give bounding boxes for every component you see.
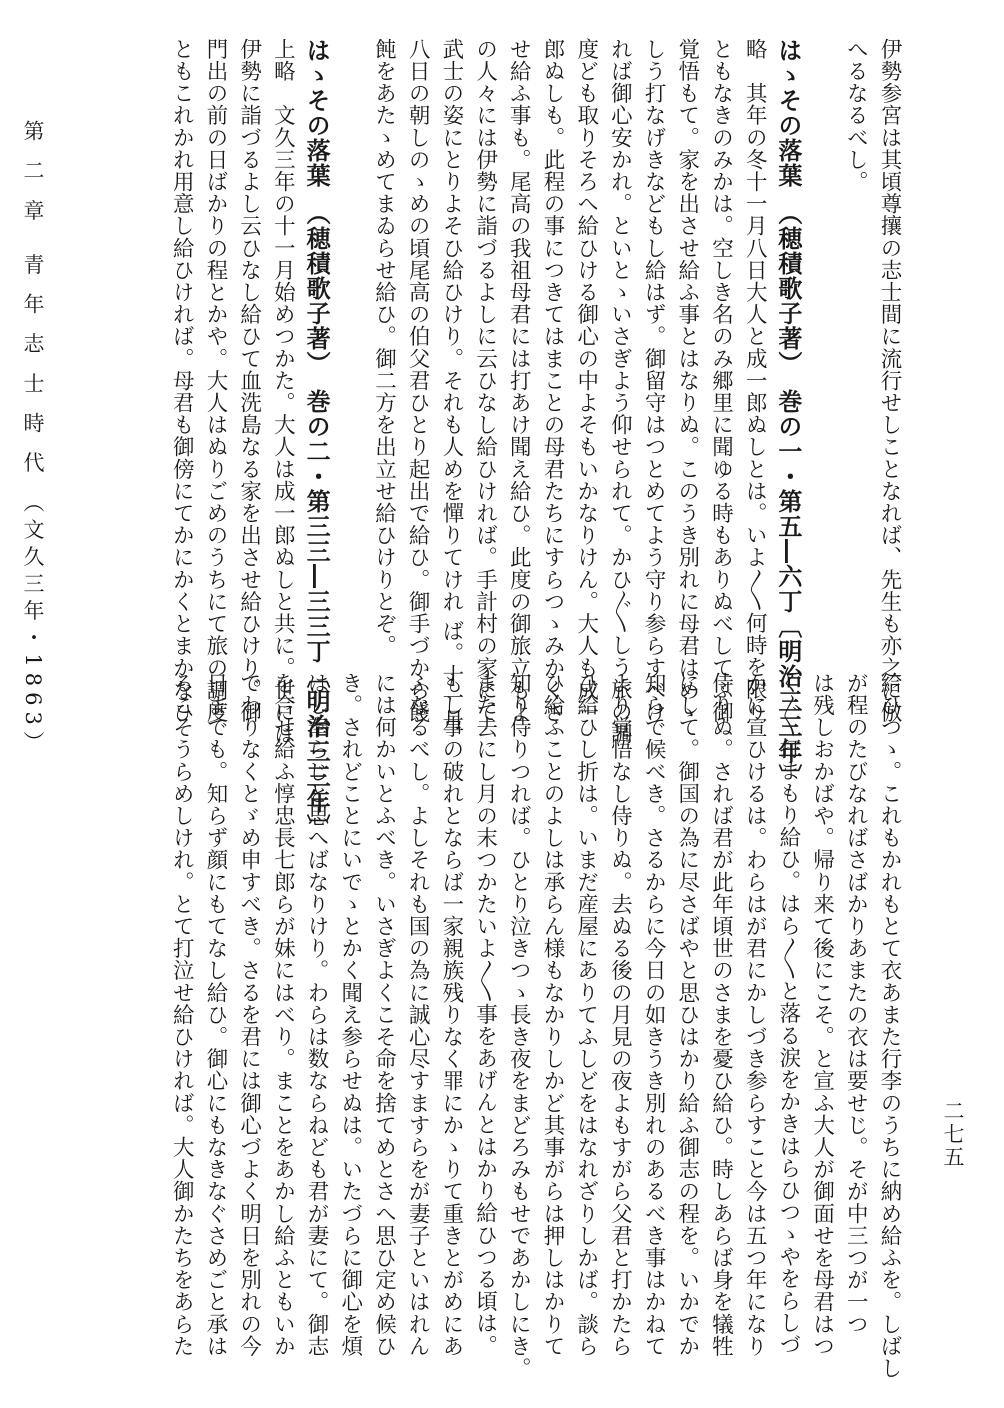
text-line: 侍りぬ。されば君が此年頃世のさまを憂ひ給ひ。時しあらば身を犠牲	[708, 672, 734, 1358]
text-line: 知らで候べき。さるからに今日の如きうき別れのあるべき事はかねて	[641, 672, 667, 1358]
text-line: 武士の姿にとりよそひ給ひけり。それも人めを憚りてけれ ば。十一月	[438, 38, 464, 731]
text-line: 郎ぬしも。此程の事につきてはまことの母君たちにすらつゝみかくさ	[539, 38, 565, 724]
text-line: 上略 文久三年の十一月始めつかた。大人は成一郎ぬしと共に。世には	[270, 38, 296, 746]
text-line: 給ひつゝ。これもかれもとて衣あまた行李のうちに納め給ふを。しばし	[877, 672, 902, 1380]
text-line: へるなるべし。	[843, 38, 869, 193]
page-number: 二七五	[941, 1100, 965, 1169]
text-line: 飩をあたゝめてまゐらせ給ひ。御二方を出立せ給ひけりとぞ。	[371, 38, 397, 657]
text-line: 略 其年の冬十一月八日大人と成一郎ぬしとは。いよ〳〵何時を限り	[742, 38, 768, 723]
text-line: 伊勢参宮は其頃尊攘の志士間に流行せしことなれば、先生も亦之に倣	[877, 38, 902, 724]
text-line: でわりなくとゞめ申すべき。さるを君には御心づよく明日を別れの今	[236, 672, 262, 1358]
spacer-line	[333, 38, 367, 663]
text-line: また去にし月の末つかたいよ〳〵事をあげんとはかり給ひつる頃は。	[472, 672, 498, 1357]
text-line: を合せ給ふ惇忠長七郎らが妹にはべり。まことをあかし給ふともいか	[270, 672, 296, 1358]
text-line: ひ給ふことのよしは承らん様もなかりしかど其事がらは押しはかりて	[539, 672, 565, 1358]
text-line: れば御心安かれ。といとゝいさぎよう仰せられて。かひ〴〵しう旅の調	[607, 38, 633, 745]
text-line: ともなきのみかは。空しき名のみ郷里に聞ゆる時もありぬべしてふ御	[708, 38, 734, 724]
text-line: 知り侍りつれば。ひとり泣きつゝ長き夜をまどろみもせであかしにき。	[506, 672, 532, 1380]
text-line: るこそうらめしけれ。とて打泣せ給ひければ。大人御かたちをあらた	[169, 672, 195, 1358]
text-line: ともこれかれ用意し給ひければ。母君も御傍にてかにかくとまかなひ	[169, 38, 195, 724]
text-line: 日までも。知らず顔にもてなし給ひ。御心にもなきなぐさめごと承は	[202, 672, 228, 1358]
text-line: が程のたびなればさばかりあまたの衣は要せじ。そが中三つが一つ	[843, 672, 869, 1335]
text-line: にして。御国の為に尽さばやと思ひはかり給ふ御志の程を。いかでか	[674, 672, 700, 1358]
section-heading: はゝその落葉 （穂積歌子著） 巻の二・第三三―三三丁〔明治三三年〕	[302, 38, 332, 839]
text-line: せ給ふ事も。尾高の我祖母君には打あけ聞え給ひ。此度の御旅立もよ	[506, 38, 532, 724]
text-line: しう打なげきなどもし給はず。御留守はつとめてよう守り参らすべけ	[641, 38, 667, 724]
lower-text-block	[86, 672, 906, 1380]
section-heading: はゝその落葉 （穂積歌子著） 巻の一・第五―六丁〔明治三三年〕	[773, 38, 803, 789]
text-line: より覚悟なし侍りぬ。去ぬる後の月見の夜よもすがら父君と打かたら	[607, 672, 633, 1358]
text-line: 八日の朝しのゝめの頃尾高の伯父君ひとり起出で給ひ。御手づから餞	[405, 38, 431, 724]
text-line: には何かいとふべき。いさぎよくこそ命を捨てめとさへ思ひ定め候ひ	[371, 672, 397, 1358]
text-line: 門出の前の日ばかりの程とかや。大人はぬりごめのうちにて旅の調度	[202, 38, 228, 724]
text-line: もし事の破れとならば一家親族残りなく罪にかゝりて重きとがめにあ	[438, 672, 464, 1358]
text-line: は残しおかばや。帰り来て後にこそ。と宣ふ大人が御面せを母君はつ	[809, 672, 835, 1358]
text-line: はし奉らじと思へばなりけり。わらは数ならねども君が妻にて。御志	[304, 672, 330, 1358]
text-line: 度ども取りそろへ給ひける御心の中よそもいかなりけん。大人も成一	[573, 38, 599, 724]
text-line: 伊勢に詣づるよし云ひなし給ひて血洗島なる家を出させ給ひけり。御	[236, 38, 262, 724]
running-head: 第 二 章 青 年 志 士 時 代 （文久三年・1863）	[21, 120, 45, 758]
upper-text-block	[86, 38, 906, 839]
text-line: く〴〵打まもり給ひ。はら〳〵と落る涙をかきはらひつゝやをらしづ	[775, 672, 801, 1356]
spacer-line	[805, 38, 839, 663]
text-line: の人々には伊勢に詣づるよしに云ひなし給ひければ。手計村の家にて	[472, 38, 498, 724]
text-line: ふなるべし。よしそれも国の為に誠心尽すますらをが妻子といはれん	[405, 672, 431, 1358]
text-line: ひ給ひし折は。いまだ産屋にありてふしどをはなれざりしかば。談ら	[573, 672, 599, 1358]
text-line: き。されどことにいでゝとかく聞え参らせぬは。いたづらに御心を煩	[337, 672, 363, 1358]
text-line: かに宣ひけるは。わらはが君にかしづき参らすこと今は五つ年になり	[742, 672, 768, 1358]
text-line: 覚悟もて。家を出させ給ふ事とはなりぬ。このうき別れに母君はめゝ	[674, 38, 700, 724]
